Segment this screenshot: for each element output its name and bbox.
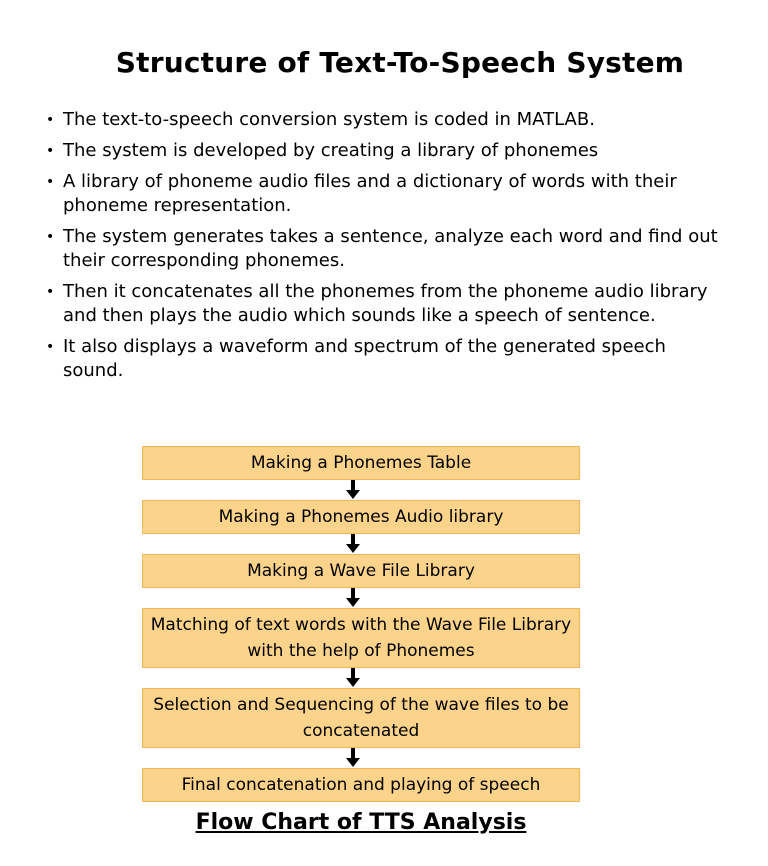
flow-arrow xyxy=(142,480,580,500)
slide-title: Structure of Text-To-Speech System xyxy=(115,46,685,79)
bullet-item xyxy=(46,225,726,273)
bullet-item xyxy=(46,139,726,163)
down-arrow-icon xyxy=(346,534,360,554)
flow-step-selection-sequencing: Selection and Sequencing of the wave files to be concatenated xyxy=(142,688,580,748)
bullet-text: Then it concatenates all the phonemes from the phoneme audio library and then plays the audio which sounds like a speech of sentence. xyxy=(63,281,708,326)
bullet-dot-icon: • xyxy=(46,174,55,190)
bullet-item xyxy=(46,170,726,218)
bullet-dot-icon: • xyxy=(46,339,55,355)
bullet-text: The system generates takes a sentence, analyze each word and find out their corresponding phonemes. xyxy=(63,226,718,271)
bullet-item xyxy=(46,108,726,132)
flow-chart-caption: Flow Chart of TTS Analysis xyxy=(195,810,527,835)
flow-arrow xyxy=(142,534,580,554)
bullet-text: It also displays a waveform and spectrum of the generated speech sound. xyxy=(63,336,666,381)
bullet-text: The system is developed by creating a library of phonemes xyxy=(63,140,599,161)
flow-step-phonemes-audio-library: Making a Phonemes Audio library xyxy=(142,500,580,534)
bullet-text: The text-to-speech conversion system is coded in MATLAB. xyxy=(63,109,595,130)
flow-arrow xyxy=(142,748,580,768)
bullet-item xyxy=(46,335,726,383)
bullet-dot-icon: • xyxy=(46,284,55,300)
down-arrow-icon xyxy=(346,668,360,688)
flow-step-final-concatenation: Final concatenation and playing of speech xyxy=(142,768,580,802)
flow-step-matching-words: Matching of text words with the Wave File Library with the help of Phonemes xyxy=(142,608,580,668)
flow-step-phonemes-table: Making a Phonemes Table xyxy=(142,446,580,480)
bullet-item xyxy=(46,280,726,328)
bullet-list xyxy=(46,108,726,390)
bullet-dot-icon: • xyxy=(46,112,55,128)
bullet-dot-icon: • xyxy=(46,143,55,159)
bullet-text: A library of phoneme audio files and a dictionary of words with their phoneme representation. xyxy=(63,171,677,216)
bullet-dot-icon: • xyxy=(46,229,55,245)
flow-chart xyxy=(142,446,580,802)
down-arrow-icon xyxy=(346,588,360,608)
down-arrow-icon xyxy=(346,748,360,768)
flow-arrow xyxy=(142,588,580,608)
flow-step-wave-file-library: Making a Wave File Library xyxy=(142,554,580,588)
down-arrow-icon xyxy=(346,480,360,500)
flow-arrow xyxy=(142,668,580,688)
